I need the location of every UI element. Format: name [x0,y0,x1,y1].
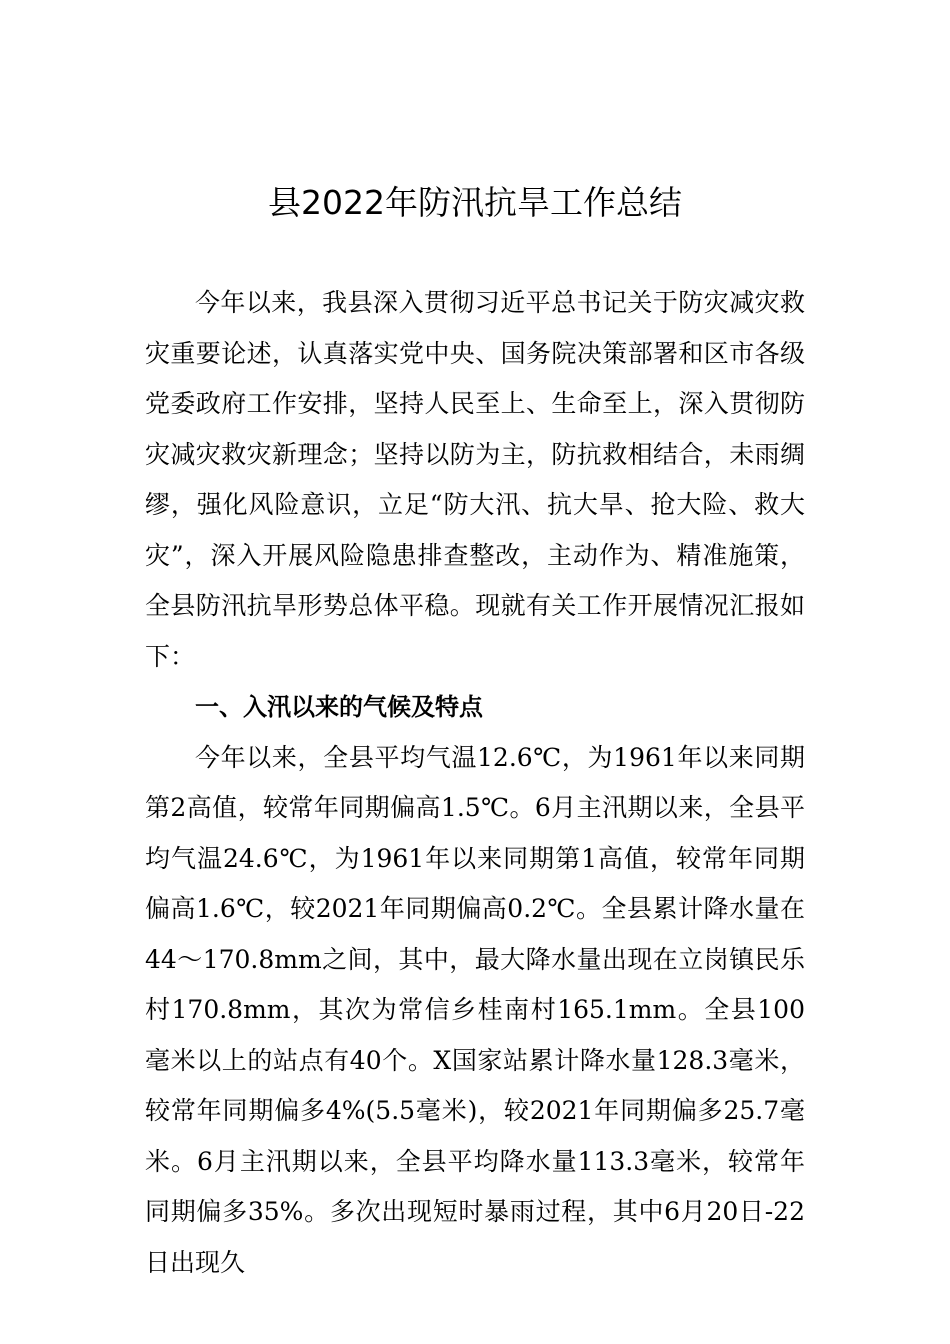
section-heading: 一、入汛以来的气候及特点 [195,693,483,721]
climate-paragraph: 今年以来，全县平均气温12.6℃，为1961年以来同期第2高值，较常年同期偏高1.5℃。6月主汛期以来，全县平均气温24.6℃，为1961年以来同期第1高值，较常年同期偏高1.6℃，较2021年同期偏高0.2℃。全县累计降水量在44～170.8mm之间，其中，最大降水量出现在立岗镇民乐村170.8mm，其次为常信乡桂南村165.1mm。全县100毫米以上的站点有40个。X国家站累计降水量128.3毫米，较常年同期偏多4%(5.5毫米)，较2021年同期偏多25.7毫米。6月主汛期以来，全县平均降水量113.3毫米，较常年同期偏多35%。多次出现短时暴雨过程，其中6月20日-22日出现久 [145,742,805,1277]
document-title: 县2022年防汛抗旱工作总结 [268,183,682,222]
intro-paragraph: 今年以来，我县深入贯彻习近平总书记关于防灾减灾救灾重要论述，认真落实党中央、国务院决策部署和区市各级党委政府工作安排，坚持人民至上、生命至上，深入贯彻防灾减灾救灾新理念；坚持以防为主，防抗救相结合，未雨绸缪，强化风险意识，立足“防大汛、抗大旱、抢大险、救大灾”，深入开展风险隐患排查整改，主动作为、精准施策，全县防汛抗旱形势总体平稳。现就有关工作开展情况汇报如下： [145,288,805,671]
document-body [145,278,805,1288]
